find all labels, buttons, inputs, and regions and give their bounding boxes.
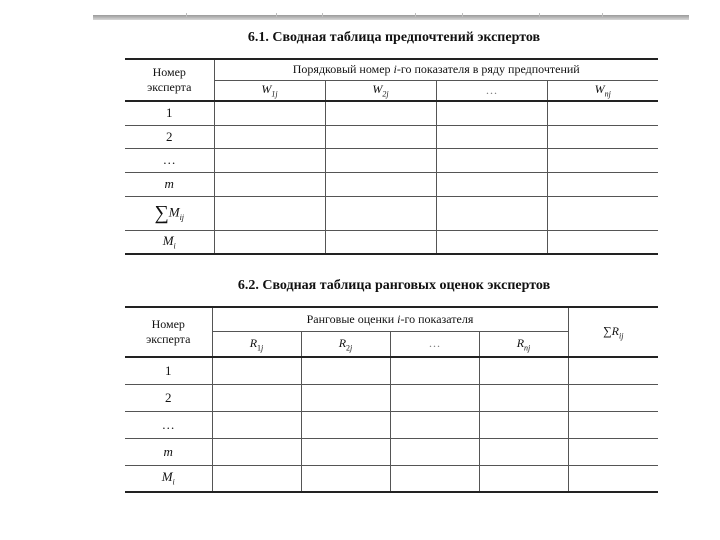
group-header: Ранговые оценки i-го показателя bbox=[212, 307, 568, 331]
row-label: … bbox=[125, 148, 214, 172]
row-label-mi: $M_i$ bbox=[125, 465, 212, 492]
column-header-r1j: $R_{1j}$ bbox=[212, 331, 301, 357]
column-header-ellipsis: … bbox=[436, 80, 547, 101]
rank-scores-table bbox=[125, 306, 658, 493]
column-header-r2j: $R_{2j}$ bbox=[301, 331, 390, 357]
sum-rij-header: $\sum R_{ij}$ bbox=[568, 307, 658, 357]
row-label: 2 bbox=[125, 384, 212, 411]
row-label-mi: $M_i$ bbox=[125, 230, 214, 254]
column-header-w2j: $W_{2j}$ bbox=[325, 80, 436, 101]
preferences-table bbox=[125, 58, 658, 255]
document-toolbar-strip bbox=[93, 15, 689, 20]
table2-title: 6.2. Сводная таблица ранговых оценок экспертов bbox=[237, 278, 551, 293]
ruler-tick bbox=[415, 13, 416, 17]
group-header: Порядковый номер i-го показателя в ряду предпочтений bbox=[214, 59, 658, 80]
row-label: 2 bbox=[125, 125, 214, 148]
row-label: 1 bbox=[125, 357, 212, 384]
ruler-tick bbox=[186, 13, 187, 17]
sum-symbol: ∑ bbox=[154, 201, 169, 224]
expert-number-header: Номер эксперта bbox=[125, 59, 214, 101]
ruler-tick bbox=[322, 13, 323, 17]
column-header-wnj: $W_{nj}$ bbox=[547, 80, 658, 101]
expert-number-header: Номер эксперта bbox=[125, 307, 212, 357]
row-label-sum: $\sum M_{ij}$ bbox=[125, 196, 214, 230]
ruler-tick bbox=[276, 13, 277, 17]
row-label: 1 bbox=[125, 101, 214, 125]
column-header-w1j: $W_{1j}$ bbox=[214, 80, 325, 101]
table1-title: 6.1. Сводная таблица предпочтений экспертов bbox=[247, 30, 541, 45]
column-header-ellipsis: … bbox=[390, 331, 479, 357]
ruler-tick bbox=[602, 13, 603, 17]
ruler-tick bbox=[462, 13, 463, 17]
ruler-tick bbox=[539, 13, 540, 17]
row-label: m bbox=[125, 438, 212, 465]
row-label: m bbox=[125, 172, 214, 196]
column-header-rnj: $R_{nj}$ bbox=[479, 331, 568, 357]
row-label: … bbox=[125, 411, 212, 438]
